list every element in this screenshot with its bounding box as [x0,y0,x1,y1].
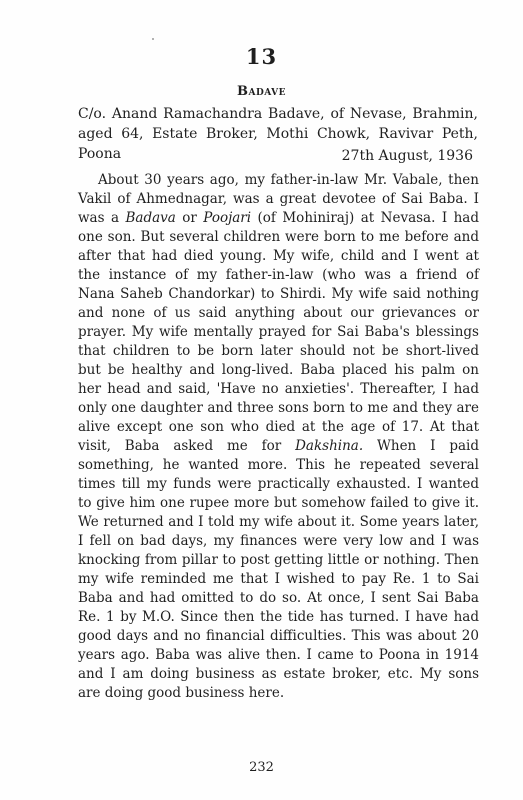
body-text-part-2: or [175,210,204,226]
italic-term-badava: Badava [125,210,176,226]
chapter-number: 13 [245,44,278,69]
body-text-part-1: About 30 years ago, my father-in-law Mr. Vabale, then Vakil of Ahmednagar, was a great devotee of Sai Baba. I was a [78,172,479,226]
italic-term-poojari: Poojari [203,210,252,226]
chapter-subtitle: C/o. Anand Ramachandra Badave, of Nevase, Brahmin, aged 64, Estate Broker, Mothi Chowk, Ravivar Peth, Poona [78,106,478,162]
chapter-title: Badave [237,84,286,99]
statement-date: 27th August, 1936 [341,148,473,164]
italic-term-dakshina: Dakshina. [295,438,364,454]
body-paragraph [78,171,479,703]
body-text-part-3: (of Mohiniraj) at Nevasa. I had one son. But several children were born to me before and after that had died young. My wife, child and I went at the instance of my father-in-law (who was a friend of Nana Saheb Chandorkar) to Shirdi. My wife said nothing and none of us said anything about our grievances or prayer. My wife mentally prayed for Sai Baba's blessings that children to be born later should not be short-lived but be healthy and long-lived. Baba placed his palm on her head and said, 'Have no anxieties'. Thereafter, I had only one daughter and three sons born to me and they are alive except one son who died at the age of 17. At that visit, Baba asked me for [78,210,479,454]
body-text-part-4: When I paid something, he wanted more. This he repeated several times till my funds were practically exhausted. I wanted to give him one rupee more but somehow failed to give it. We returned and I told my wife about it. Some years later, I fell on bad days, my finances were very low and I was knocking from pillar to post getting little or nothing. Then my wife reminded me that I wished to pay Re. 1 to Sai Baba and had omitted to do so. At once, I sent Sai Baba Re. 1 by M.O. Since then the tide has turned. I have had good days and no financial difficulties. This was about 20 years ago. Baba was alive then. I came to Poona in 1914 and I am doing business as estate broker, etc. My sons are doing good business here. [78,438,479,701]
page-number: 232 [249,760,274,775]
scan-speck [152,38,154,40]
